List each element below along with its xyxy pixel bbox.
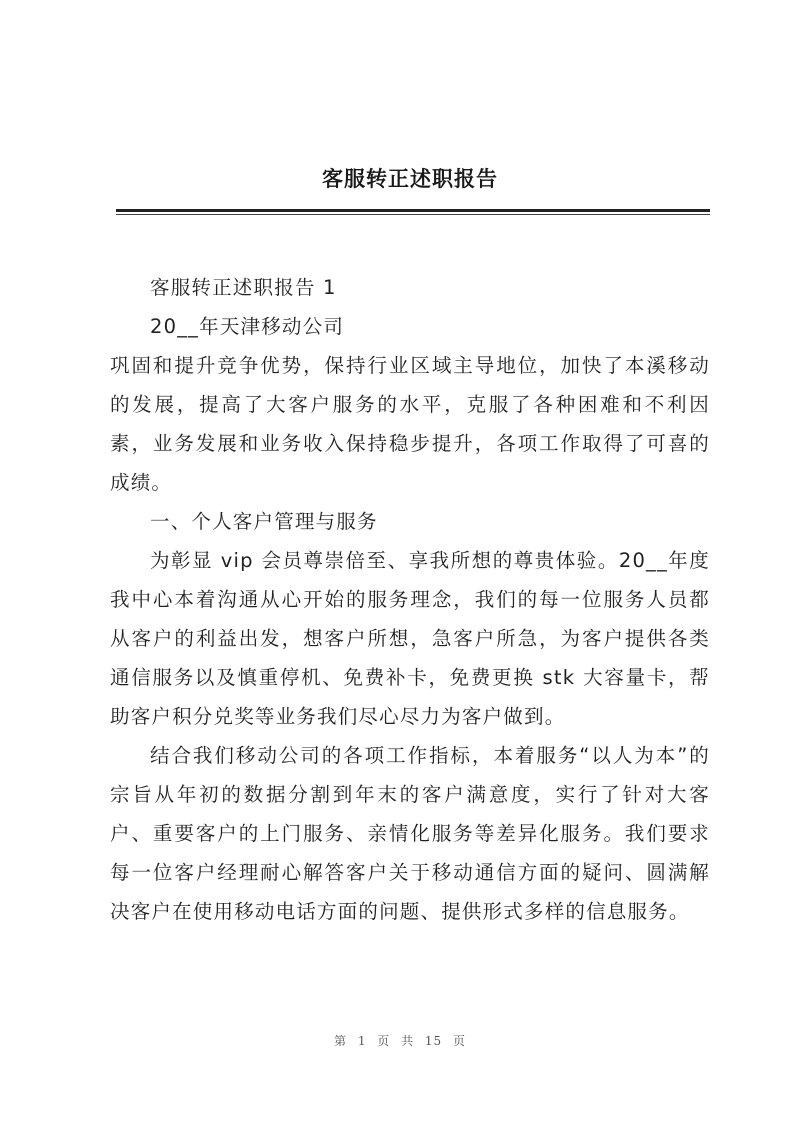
section-heading: 客服转正述职报告 1	[150, 276, 337, 299]
title-divider-thick	[116, 209, 710, 212]
paragraph: 20__年天津移动公司	[150, 315, 345, 338]
document-body	[110, 268, 710, 931]
title-divider-thin	[116, 214, 710, 215]
section-heading: 一、个人客户管理与服务	[150, 510, 378, 533]
page-footer: 第 1 页 共 15 页	[334, 1034, 466, 1048]
paragraph: 为彰显 vip 会员尊崇倍至、享我所想的尊贵体验。20__年度我中心本着沟通从心开始的服务理念，我们的每一位服务人员都从客户的利益出发，想客户所想，急客户所急，为客户提供各类通信服务以及慎重停机、免费补卡，免费更换 stk 大容量卡，帮助客户积分兑奖等业务我们尽心尽力为客户做到。	[110, 549, 710, 728]
paragraph: 结合我们移动公司的各项工作指标，本着服务“以人为本”的宗旨从年初的数据分割到年末的客户满意度，实行了针对大客户、重要客户的上门服务、亲情化服务等差异化服务。我们要求每一位客户经理耐心解答客户关于移动通信方面的疑问、圆满解决客户在使用移动电话方面的问题、提供形式多样的信息服务。	[110, 744, 710, 923]
document-title: 客服转正述职报告	[322, 166, 498, 191]
paragraph: 巩固和提升竞争优势，保持行业区域主导地位，加快了本溪移动的发展，提高了大客户服务的水平，克服了各种困难和不利因素，业务发展和业务收入保持稳步提升，各项工作取得了可喜的成绩。	[110, 354, 710, 494]
